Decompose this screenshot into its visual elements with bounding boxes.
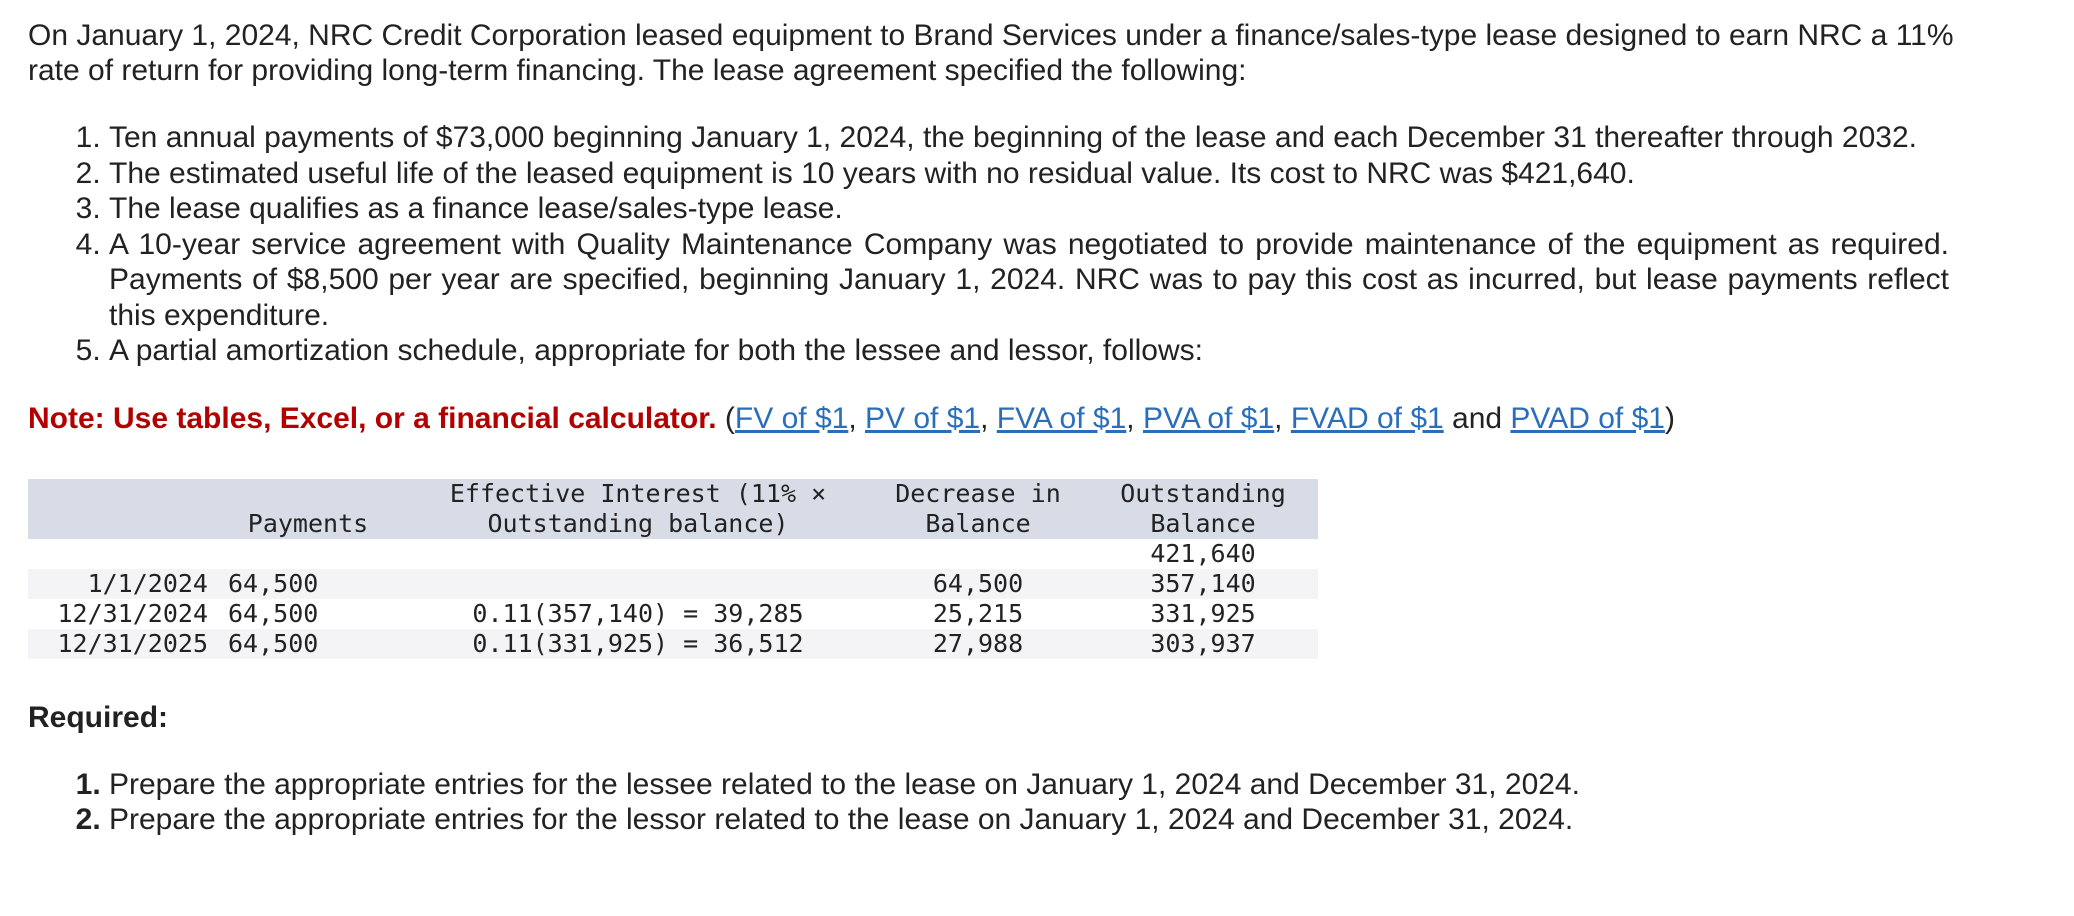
cell-initial-balance: 421,640 [1088, 539, 1318, 569]
cell-payment: 64,500 [208, 629, 408, 659]
condition-item: 5. A partial amortization schedule, appropriate for both the lessee and lessor, follows: [109, 333, 1949, 369]
empty-cell [28, 539, 208, 569]
cell-date: 12/31/2024 [28, 599, 208, 629]
cell-date: 12/31/2025 [28, 629, 208, 659]
note-separator: , [848, 401, 865, 435]
required-item: 2. Prepare the appropriate entries for the lessor related to the lease on January 1, 2024 and December 31, 2024. [109, 802, 1988, 838]
problem-content [28, 18, 1988, 838]
condition-item: 3. The lease qualifies as a finance lease/sales-type lease. [109, 191, 1949, 227]
header-decrease-in-balance: Decrease in Balance [868, 479, 1088, 539]
problem-intro: On January 1, 2024, NRC Credit Corporation leased equipment to Brand Services under a finance/sales-type lease designed to earn NRC a 11% rate of return for providing long-term financing. The lease agreement specified the following: [28, 19, 1954, 87]
note-separator: , [980, 401, 997, 435]
table-row-initial-balance [28, 539, 1318, 569]
link-fv-of-1[interactable]: FV of $1 [734, 401, 849, 435]
link-fvad-of-1[interactable]: FVAD of $1 [1290, 401, 1444, 435]
cell-date: 1/1/2024 [28, 569, 208, 599]
empty-cell [408, 539, 868, 569]
note-separator: , [1126, 401, 1143, 435]
table-header-row [28, 479, 1318, 539]
empty-cell [208, 539, 408, 569]
cell-interest: 0.11(331,925) = 36,512 [408, 629, 868, 659]
header-payments: Payments [208, 479, 408, 539]
cell-decrease: 64,500 [868, 569, 1088, 599]
link-fva-of-1[interactable]: FVA of $1 [996, 401, 1127, 435]
lease-conditions-list [28, 120, 1949, 369]
empty-cell [868, 539, 1088, 569]
required-item: 1. Prepare the appropriate entries for the lessee related to the lease on January 1, 2024 and December 31, 2024. [109, 767, 1988, 803]
link-pva-of-1[interactable]: PVA of $1 [1142, 401, 1275, 435]
note-close-paren: ) [1664, 401, 1675, 435]
table-row [28, 629, 1318, 659]
condition-item: 2. The estimated useful life of the leased equipment is 10 years with no residual value. Its cost to NRC was $421,640. [109, 156, 1949, 192]
link-pvad-of-1[interactable]: PVAD of $1 [1510, 401, 1665, 435]
table-row [28, 569, 1318, 599]
header-effective-interest: Effective Interest (11% × Outstanding balance) [408, 479, 868, 539]
amortization-schedule-table [28, 479, 1318, 659]
condition-item: 1. Ten annual payments of $73,000 beginning January 1, 2024, the beginning of the lease and each December 31 thereafter through 2032. [109, 120, 1949, 156]
cell-payment: 64,500 [208, 599, 408, 629]
cell-decrease: 25,215 [868, 599, 1088, 629]
header-date [28, 479, 208, 539]
link-pv-of-1[interactable]: PV of $1 [865, 401, 981, 435]
cell-decrease: 27,988 [868, 629, 1088, 659]
cell-balance: 303,937 [1088, 629, 1318, 659]
cell-interest: 0.11(357,140) = 39,285 [408, 599, 868, 629]
calculator-note [28, 401, 1988, 437]
cell-interest [408, 569, 868, 599]
condition-item: 4. A 10-year service agreement with Quality Maintenance Company was negotiated to provide maintenance of the equipment as required. Payments of $8,500 per year are specified, beginning January 1, 2024. NRC was to pay this cost as incurred, but lease payments reflect this expenditure. [109, 227, 1949, 334]
cell-payment: 64,500 [208, 569, 408, 599]
table-row [28, 599, 1318, 629]
cell-balance: 357,140 [1088, 569, 1318, 599]
required-list [28, 767, 1988, 838]
header-outstanding-balance: Outstanding Balance [1088, 479, 1318, 539]
note-label: Note: Use tables, Excel, or a financial calculator. [28, 401, 717, 435]
note-separator: and [1443, 401, 1511, 435]
required-heading: Required: [28, 700, 169, 734]
cell-balance: 331,925 [1088, 599, 1318, 629]
note-open-paren: ( [716, 401, 735, 435]
note-separator: , [1274, 401, 1291, 435]
